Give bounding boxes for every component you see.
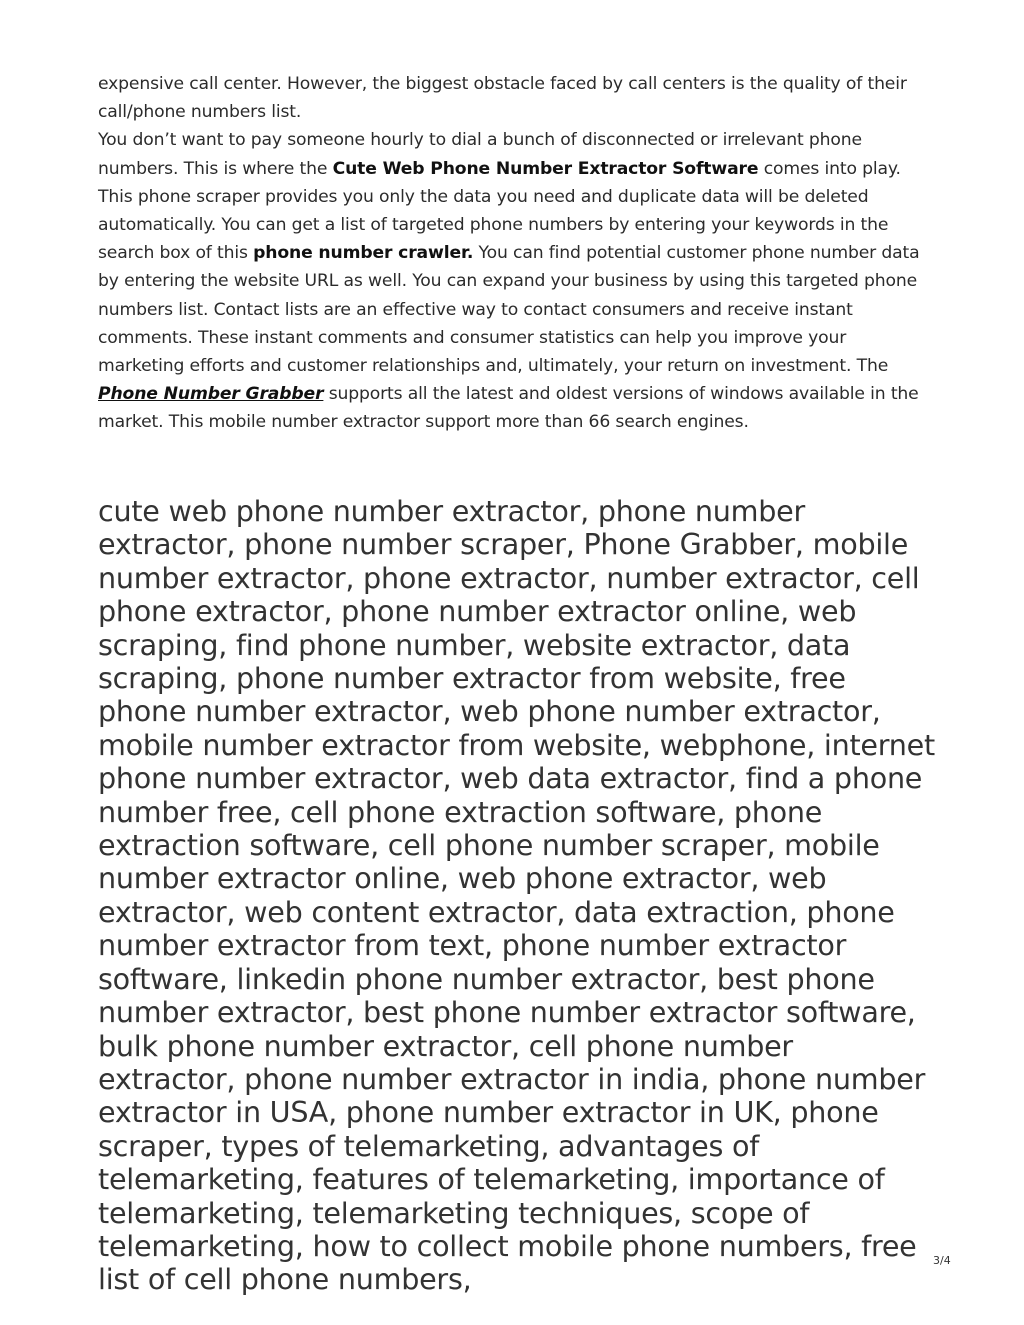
product-name-bold: Cute Web Phone Number Extractor Software <box>332 158 759 179</box>
paragraph-intro <box>98 70 928 126</box>
article-body <box>98 70 928 437</box>
phone-number-grabber-link[interactable]: Phone Number Grabber <box>98 384 324 405</box>
paragraph-text-2: comes into play. This phone scraper provides you only the data you need and duplicate data will be deleted automatically. You can get a list of targeted phone numbers by entering your keywords in the search box of this <box>98 158 901 264</box>
crawler-bold: phone number crawler. <box>253 243 474 264</box>
paragraph-text-1: You don’t want to pay someone hourly to dial a bunch of disconnected or irrelevant phone numbers. This is where the <box>98 130 862 179</box>
paragraph-text-3: You can find potential customer phone number data by entering the website URL as well. You can expand your business by using this targeted phone numbers list. Contact lists are an effective way to contact consumers and receive instant comments. These instant comments and consumer statistics can help you improve your marketing efforts and customer relationships and, ultimately, your return on investment. The <box>98 243 920 377</box>
keywords-block: cute web phone number extractor, phone number extractor, phone number scraper, Phone Grabber, mobile number extractor, phone extractor, number extractor, cell phone extractor, phone number extractor online, web scraping, find phone number, website extractor, data scraping, phone number extractor from website, free phone number extractor, web phone number extractor, mobile number extractor from website, webphone, internet phone number extractor, web data extractor, find a phone number free, cell phone extraction software, phone extraction software, cell phone number scraper, mobile number extractor online, web phone extractor, web extractor, web content extractor, data extraction, phone number extractor from text, phone number extractor software, linkedin phone number extractor, best phone number extractor, best phone number extractor software, bulk phone number extractor, cell phone number extractor, phone number extractor in india, phone number extractor in USA, phone number extractor in UK, phone scraper, types of telemarketing, advantages of telemarketing, features of telemarketing, importance of telemarketing, telemarketing techniques, scope of telemarketing, how to collect mobile phone numbers, free list of cell phone numbers, <box>98 494 935 1297</box>
paragraph-text-4: supports all the latest and oldest versions of windows available in the market. This mobile number extractor support more than 66 search engines. <box>98 384 919 433</box>
page-number: 3/4 <box>933 1254 951 1267</box>
paragraph-intro-text: expensive call center. However, the biggest obstacle faced by call centers is the quality of their call/phone numbers list. <box>98 74 907 123</box>
paragraph-main <box>98 126 928 436</box>
